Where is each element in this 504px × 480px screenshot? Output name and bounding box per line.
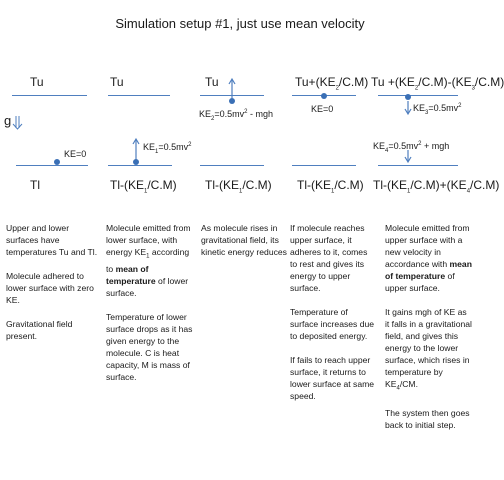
ke-annotation-col4: KE=0 [311,104,334,114]
molecule-dot-4 [321,93,327,99]
upper-temp-label-4: $Tu+(KE_2/C.M)$ [295,75,369,92]
description-paragraph: Temperature of lower surface drops as it has given energy to the molecule. C is heat capacity, M is mass of surface. [106,311,193,382]
molecule-dot-5-top [405,94,411,100]
description-col2 [106,222,194,395]
description-col4 [290,222,376,414]
description-col3 [201,222,287,270]
molecule-dot-3 [229,98,235,104]
up-arrow-icon-col3 [229,79,235,98]
upper-temp-label-5: $Tu +(KE_2/C.M)-(KE_3/C.M)$ [371,75,504,92]
up-arrow-icon-col2 [133,139,139,160]
lower-temp-label-4: $Tl-(KE_1/C.M)$ [297,178,364,195]
upper-temp-label-3: Tu [205,75,219,89]
lower-temp-label-5: $Tl-(KE_1/C.M)+(KE_4/C.M)$ [373,178,500,195]
molecule-dot-2 [133,159,139,165]
gravity-label: g [4,113,12,128]
ke-annotation-col2: $KE_1=0.5mv^2$ [143,142,192,155]
ke-annotation-col3: $KE_2=0.5mv^2$ - mgh [199,109,273,122]
upper-temp-label-1: Tu [30,75,44,89]
page-title: Simulation setup #1, just use mean velocity [115,16,365,31]
description-paragraph: Molecule emitted from lower surface, with energy $KE_1$ according to mean of temperature of lower surface. [106,223,191,298]
down-arrow-icon-col5-top [405,101,411,114]
description-paragraph: The system then goes back to initial step. [385,407,470,430]
lower-temp-label-1: Tl [30,178,40,192]
ke-annotation-col1: KE=0 [64,149,87,159]
description-paragraph: Molecule emitted from upper surface with a new velocity in accordance with mean of temperature of upper surface. [385,223,472,293]
lower-temp-label-2: $Tl-(KE_1/C.M)$ [110,178,177,195]
description-paragraph: If fails to reach upper surface, it returns to lower surface at same speed. [290,355,375,401]
description-paragraph: Molecule adhered to lower surface with zero KE. [6,271,94,305]
description-paragraph: Gravitational field present. [6,319,73,341]
upper-temp-label-2: Tu [110,75,124,89]
ke-annotation-col5-top: $KE_3=0.5mv^2$ [413,103,462,116]
description-paragraph: Upper and lower surfaces have temperatures Tu and Tl. [6,223,98,257]
gravity-arrow-icon [13,116,22,129]
ke-annotation-col5-bottom: $KE_4=0.5mv^2$ + mgh [373,141,450,154]
description-col5 [385,222,473,443]
description-paragraph: Temperature of surface increases due to deposited energy. [290,307,375,341]
description-col1 [6,222,102,354]
description-paragraph: As molecule rises in gravitational field, its kinetic energy reduces [201,223,287,257]
lower-temp-label-3: $Tl-(KE_1/C.M)$ [205,178,272,195]
description-paragraph: If molecule reaches upper surface, it adheres to it, comes to rest and gives its energy to upper surface. [290,223,368,293]
molecule-dot-1 [54,159,60,165]
description-paragraph: It gains mgh of KE as it falls in a gravitational field, and gives this energy to the lower surface, which rises in temperature by $KE_4/CM$. [385,307,472,392]
